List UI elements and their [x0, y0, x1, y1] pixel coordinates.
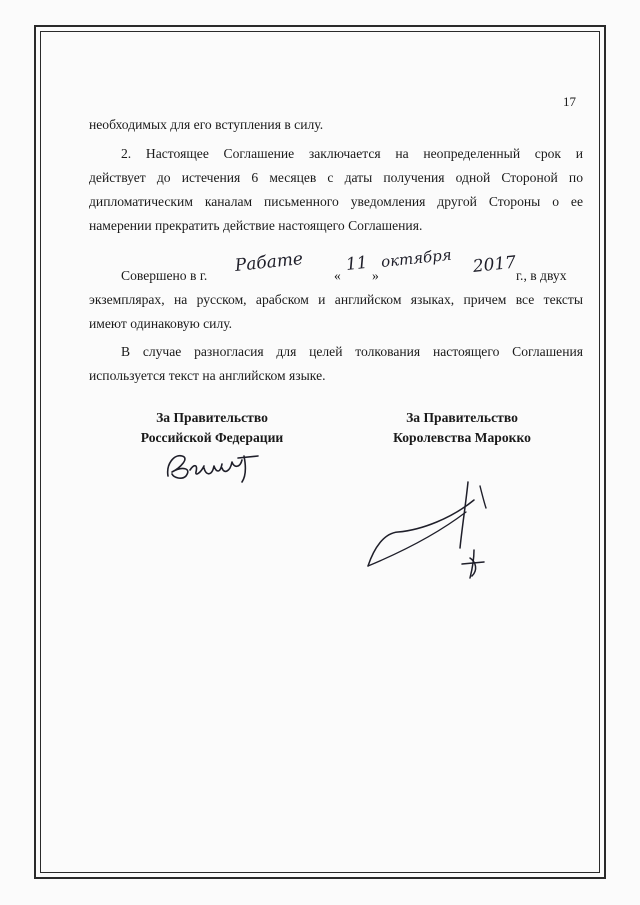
signatory-russia-line1: За Правительство [156, 410, 268, 425]
paragraph-line: дипломатическим каналам письменного уведомления другой Стороны о ее [89, 194, 583, 209]
handwritten-city: Рабате [233, 248, 304, 276]
paragraph-line: 2. Настоящее Соглашение заключается на неопределенный срок и [121, 146, 583, 161]
done-at-suffix: г., в двух [516, 268, 567, 283]
signatory-morocco [332, 408, 592, 448]
signatory-russia [82, 408, 342, 448]
signature-russia-image [160, 446, 270, 486]
paragraph-line: необходимых для его вступления в силу. [89, 117, 324, 132]
signatory-morocco-line1: За Правительство [406, 410, 518, 425]
paragraph-line: намерении прекратить действие настоящего Соглашения. [89, 218, 423, 233]
signature-morocco-image [362, 478, 502, 583]
paragraph-line: В случае разногласия для целей толкования настоящего Соглашения [121, 344, 583, 359]
paragraph-line: используется текст на английском языке. [89, 368, 326, 383]
quote-close: » [372, 268, 379, 283]
paragraph-line: имеют одинаковую силу. [89, 316, 233, 331]
signatory-morocco-line2: Королевства Марокко [393, 430, 531, 445]
paragraph-line: действует до истечения 6 месяцев с даты получения одной Стороной по [89, 170, 583, 185]
handwritten-month: октября [380, 245, 453, 271]
handwritten-year: 2017 [471, 252, 518, 277]
done-at-prefix: Совершено в г. [121, 268, 208, 283]
quote-open: « [334, 268, 341, 283]
signatory-russia-line2: Российской Федерации [140, 430, 284, 445]
handwritten-day: 11 [344, 252, 369, 275]
paragraph-line: экземплярах, на русском, арабском и английском языках, причем все тексты [89, 292, 583, 307]
page-number: 17 [563, 94, 576, 109]
